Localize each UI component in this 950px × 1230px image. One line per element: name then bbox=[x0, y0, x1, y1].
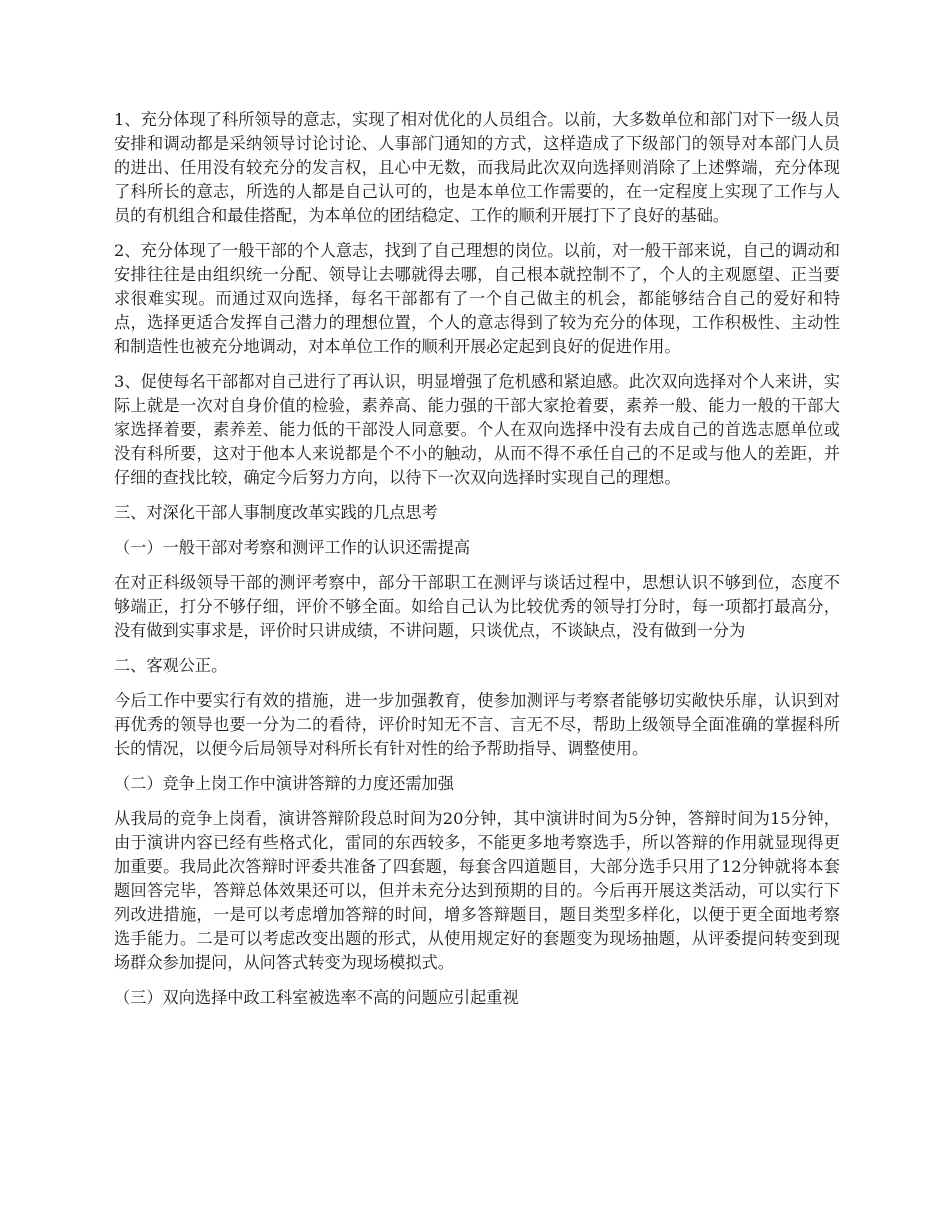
paragraph-future-measures: 今后工作中要实行有效的措施，进一步加强教育，使参加测评与考察者能够切实敞快乐扉，认识到对再优秀的领导也要一分为二的看待，评价时知无不言、言无不尽，帮助上级领导全面准确的掌握科所长的情况，以便今后局领导对科所长有针对性的给予帮助指导、调整使用。 bbox=[114, 691, 840, 758]
subheading-1: （一）一般干部对考察和测评工作的认识还需提高 bbox=[114, 538, 471, 557]
subheading-3: （三）双向选择中政工科室被选率不高的问题应引起重视 bbox=[114, 988, 519, 1007]
paragraph-evaluation: 在对正科级领导干部的测评考察中，部分干部职工在测评与谈话过程中，思想认识不够到位，态度不够端正，打分不够仔细，评价不够全面。如给自己认为比较优秀的领导打分时，每一项都打最高分，没有做到实事求是，评价时只讲成绩，不讲问题，只谈优点，不谈缺点，没有做到一分为 bbox=[114, 573, 840, 640]
heading-objective-fair: 二、客观公正。 bbox=[114, 656, 228, 675]
subheading-2: （二）竞争上岗工作中演讲答辩的力度还需加强 bbox=[114, 774, 454, 793]
paragraph-2: 2、充分体现了一般干部的个人意志，找到了自己理想的岗位。以前，对一般干部来说，自己的调动和安排往往是由组织统一分配、领导让去哪就得去哪，自己根本就控制不了，个人的主观愿望、正当要求很难实现。而通过双向选择，每名干部都有了一个自己做主的机会，都能够结合自己的爱好和特点，选择更适合发挥自己潜力的理想位置，个人的意志得到了较为充分的体现，工作积极性、主动性和制造性也被充分地调动，对本单位工作的顺利开展必定起到良好的促进作用。 bbox=[114, 241, 840, 356]
document-body bbox=[114, 108, 840, 1021]
section-heading-3: 三、对深化干部人事制度改革实践的几点思考 bbox=[114, 503, 438, 522]
paragraph-1: 1、充分体现了科所领导的意志，实现了相对优化的人员组合。以前，大多数单位和部门对下一级人员安排和调动都是采纳领导讨论讨论、人事部门通知的方式，这样造成了下级部门的领导对本部门人员的进出、任用没有较充分的发言权，且心中无数，而我局此次双向选择则消除了上述弊端，充分体现了科所长的意志，所选的人都是自己认可的，也是本单位工作需要的，在一定程度上实现了工作与人员的有机组合和最佳搭配，为本单位的团结稳定、工作的顺利开展打下了良好的基础。 bbox=[114, 110, 840, 225]
paragraph-3: 3、促使每名干部都对自己进行了再认识，明显增强了危机感和紧迫感。此次双向选择对个人来讲，实际上就是一次对自身价值的检验，素养高、能力强的干部大家抢着要，素养一般、能力一般的干部大家选择着要，素养差、能力低的干部没人同意要。个人在双向选择中没有去成自己的首选志愿单位或没有科所要，这对于他本人来说都是个不小的触动，从而不得不承任自己的不足或与他人的差距，并仔细的查找比较，确定今后努力方向，以待下一次双向选择时实现自己的理想。 bbox=[114, 372, 840, 487]
paragraph-competition: 从我局的竞争上岗看，演讲答辩阶段总时间为20分钟，其中演讲时间为5分钟，答辩时间为15分钟，由于演讲内容已经有些格式化，雷同的东西较多，不能更多地考察选手，所以答辩的作用就显现得更加重要。我局此次答辩时评委共准备了四套题，每套含四道题目，大部分选手只用了12分钟就将本套题回答完毕，答辩总体效果还可以，但并未充分达到预期的目的。今后再开展这类活动，可以实行下列改进措施，一是可以考虑增加答辩的时间，增多答辩题目，题目类型多样化，以便于更全面地考察选手能力。二是可以考虑改变出题的形式，从使用规定好的套题变为现场抽题，从评委提问转变到现场群众参加提问，从问答式转变为现场模拟式。 bbox=[114, 809, 840, 972]
